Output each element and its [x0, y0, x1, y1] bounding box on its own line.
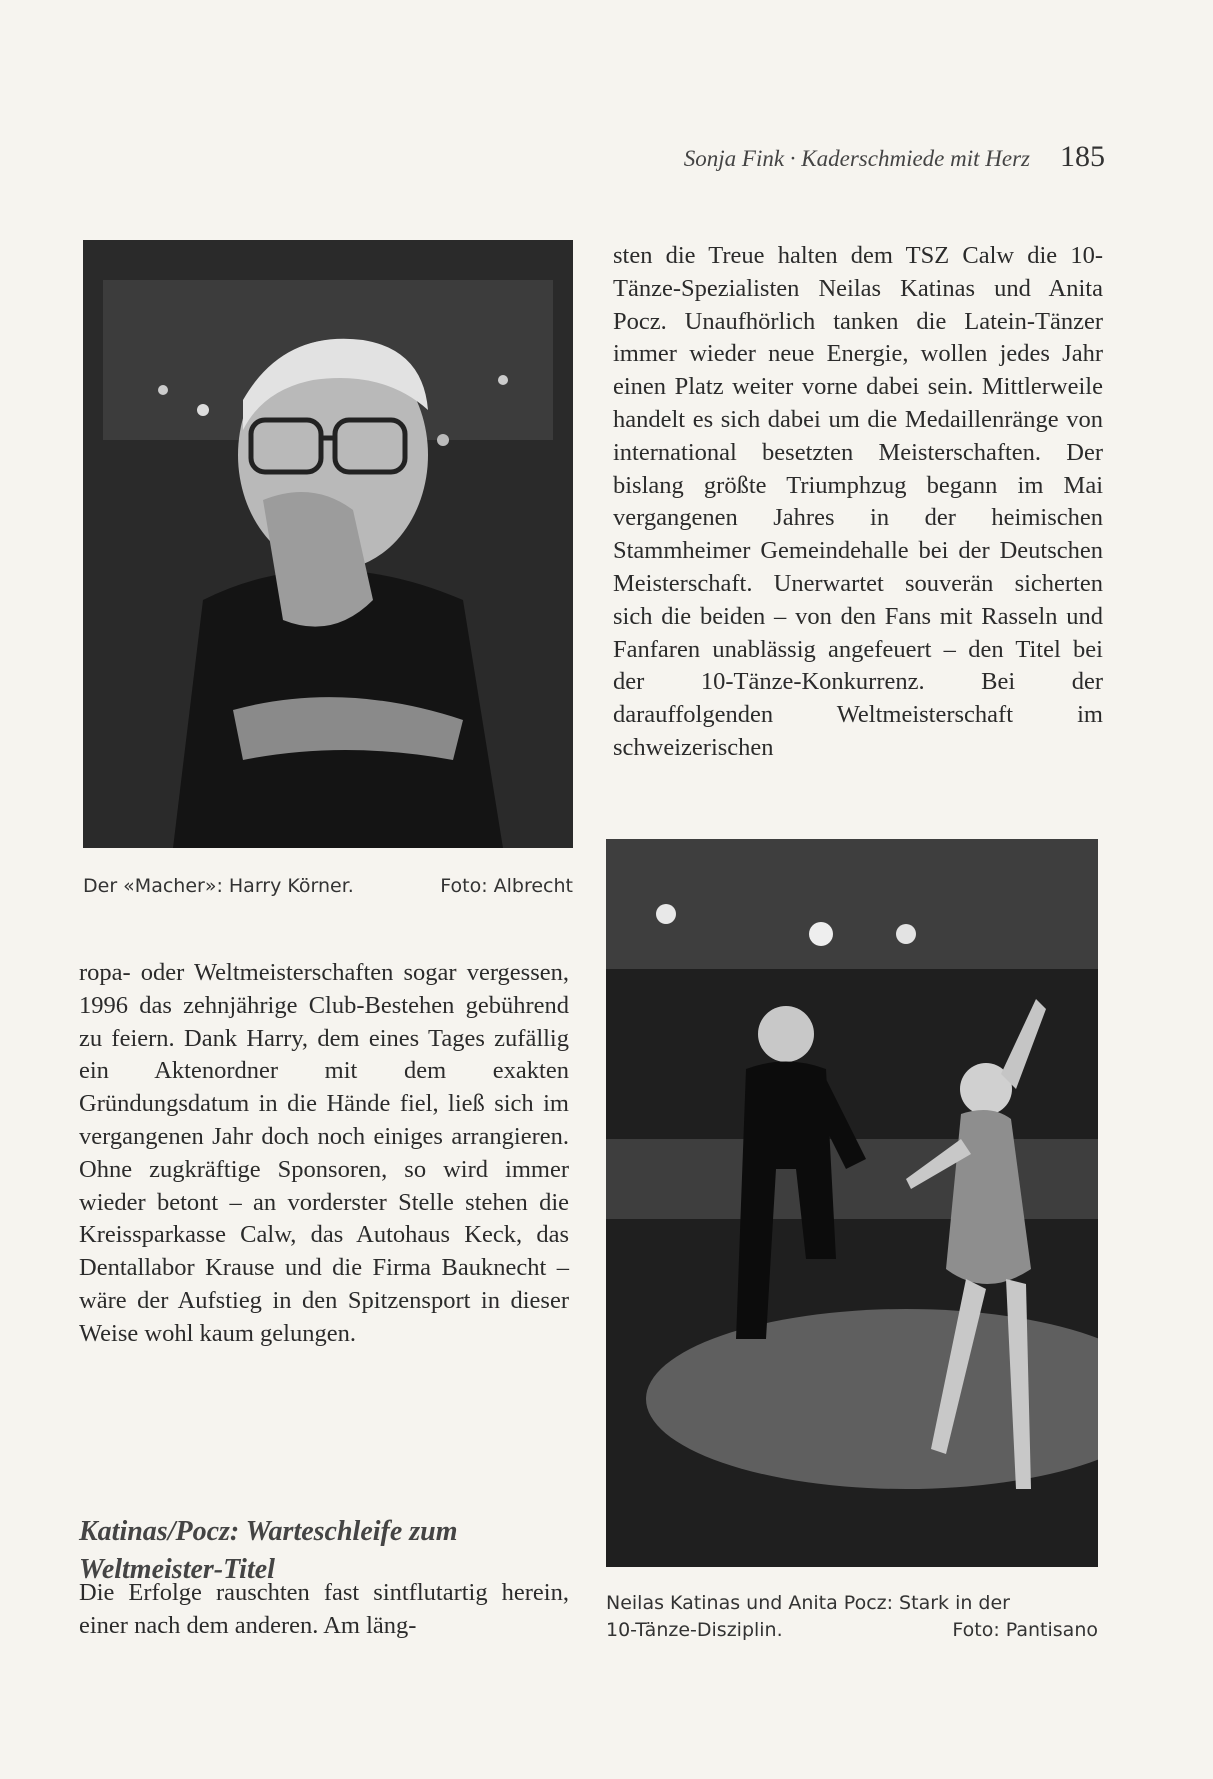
running-title: Sonja Fink · Kaderschmiede mit Herz	[683, 146, 1030, 171]
dance-illustration	[606, 839, 1098, 1567]
caption-credit: Foto: Albrecht	[440, 875, 573, 897]
photo-harry-koerner	[83, 240, 573, 848]
paragraph: sten die Treue halten dem TSZ Calw die 10-Tänze-Spezialisten Neilas Katinas und Anita Pocz. Unaufhörlich tanken die Latein-Tänzer immer wieder neue Energie, wollen jedes Jahr einen Platz weiter vorne dabei sein. Mittlerweile handelt es sich dabei um die Medaillenränge von international besetzten Meisterschaften. Der bislang größte Triumphzug begann im Mai vergangenen Jahres in der heimischen Stammheimer Gemeindehalle bei der Deutschen Meisterschaft. Unerwartet souverän sicherten sich die beiden – von den Fans mit Rasseln und Fanfaren unablässig angefeuert – den Titel bei der 10-Tänze-Konkurrenz. Bei der darauffolgenden Weltmeisterschaft im schweizerischen	[613, 242, 1103, 761]
section-heading: Katinas/Pocz: Warteschleife zum Weltmeister-Titel	[79, 1516, 458, 1586]
page-number: 185	[1060, 140, 1105, 173]
text-column-left-end	[79, 1577, 569, 1643]
caption-text: Der «Macher»: Harry Körner.	[83, 875, 354, 897]
caption-line-2	[606, 1617, 1098, 1644]
text-column-left	[79, 957, 569, 1351]
photo-caption-1	[83, 873, 573, 900]
caption-credit: Foto: Pantisano	[952, 1619, 1098, 1641]
text-column-right	[613, 240, 1103, 765]
portrait-illustration	[83, 240, 573, 848]
caption-text: 10-Tänze-Disziplin.	[606, 1619, 783, 1641]
photo-caption-2	[606, 1590, 1098, 1644]
paragraph: ropa- oder Weltmeisterschaften sogar vergessen, 1996 das zehnjährige Club-Bestehen gebührend zu feiern. Dank Harry, dem eines Tages zufällig ein Aktenordner mit dem exakten Gründungsdatum in die Hände fiel, ließ sich im vergangenen Jahr doch noch einiges arrangieren. Ohne zugkräftige Sponsoren, so wird immer wieder betont – an vorderster Stelle stehen die Kreissparkasse Calw, das Autohaus Keck, das Dentallabor Krause und die Firma Bauknecht – wäre der Aufstieg in den Spitzensport in dieser Weise wohl kaum gelungen.	[79, 959, 569, 1347]
paragraph: Die Erfolge rauschten fast sintflutartig herein, einer nach dem anderen. Am läng-	[79, 1579, 569, 1639]
running-header	[684, 140, 1105, 174]
photo-dancing-couple	[606, 839, 1098, 1567]
caption-line-1: Neilas Katinas und Anita Pocz: Stark in der	[606, 1592, 1010, 1614]
